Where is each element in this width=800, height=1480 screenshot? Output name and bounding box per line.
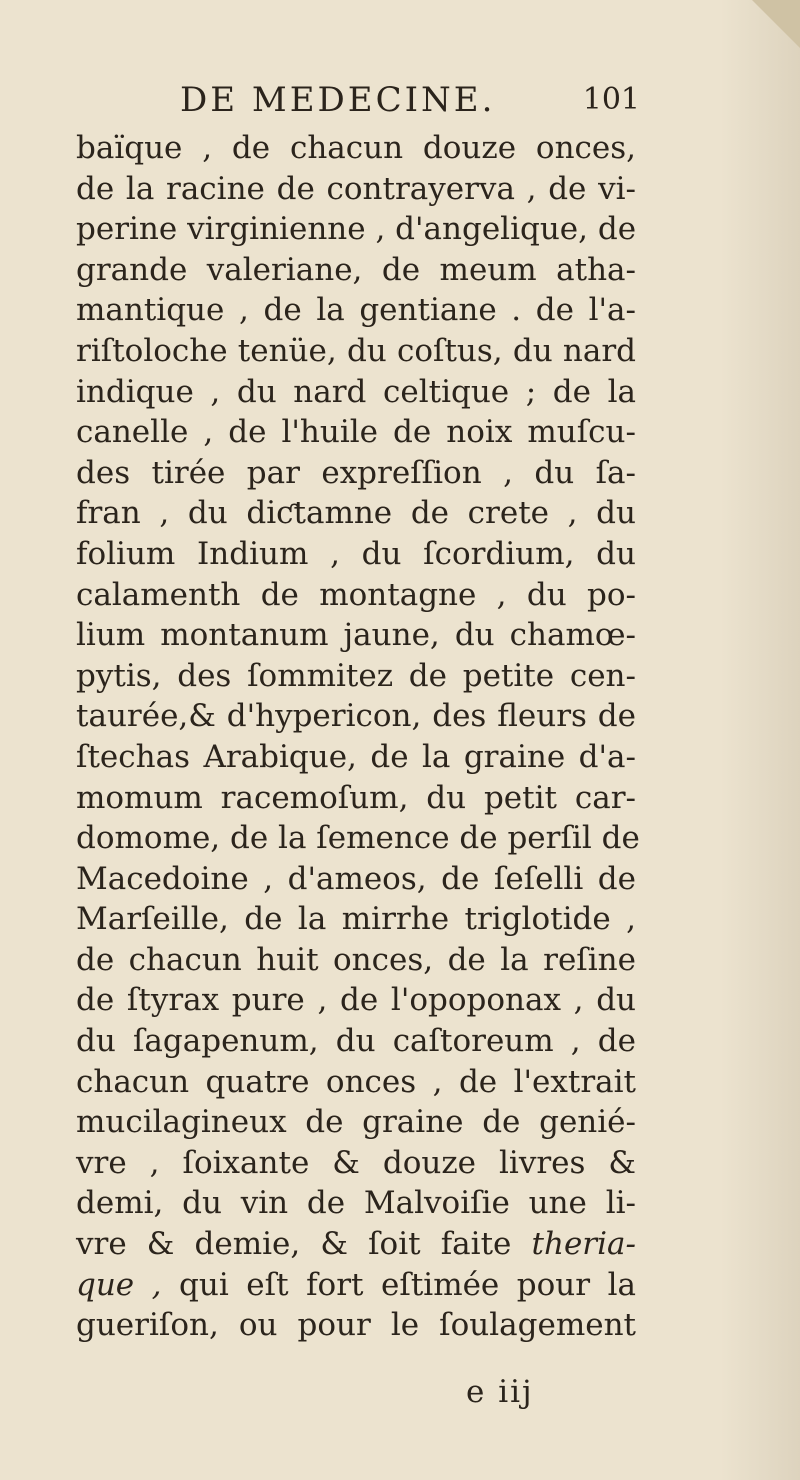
italic-term: theria- (531, 1226, 636, 1263)
text-line: perine virginienne , d'angelique, de (76, 211, 637, 248)
text-line: lium montanum jaune, du chamœ- (76, 617, 636, 654)
text-line: domome, de la ſemence de perſil de (76, 820, 640, 857)
text-line: de ſtyrax pure , de l'opoponax , du (76, 982, 636, 1019)
text-line-with-italic (76, 1265, 636, 1306)
text-line: de la racine de contrayerva , de vi- (76, 170, 636, 207)
text-line: mucilagineux de graine de genié- (76, 1104, 636, 1141)
text-line: des tirée par expreſſion , du ſa- (76, 454, 636, 491)
text-line: folium Indium , du ſcordium, du (76, 535, 636, 572)
text-line-with-italic (76, 1224, 636, 1265)
text-line: Macedoine , d'ameos, de ſeſelli de (76, 860, 636, 897)
text-line: Marſeille, de la mirrhe triglotide , (76, 901, 636, 938)
text-line: demi, du vin de Malvoiſie une li- (76, 1185, 636, 1222)
text-line: momum racemoſum, du petit car- (76, 779, 636, 816)
text-line: chacun quatre onces , de l'extrait (76, 1063, 636, 1100)
text-line: riſtoloche tenüe, du coſtus, du nard (76, 332, 636, 369)
italic-term: que , (76, 1266, 162, 1303)
text-line: fran , du diƈtamne de crete , du (76, 495, 636, 532)
signature-mark: e iij (466, 1374, 534, 1410)
page-gutter-shadow (720, 0, 800, 1480)
text-segment: qui eſt fort eſtimée pour la (179, 1266, 636, 1303)
text-line: indique , du nard celtique ; de la (76, 373, 636, 410)
text-line: grande valeriane, de meum atha- (76, 251, 636, 288)
text-line: taurée,& d'hypericon, des fleurs de (76, 698, 636, 735)
text-line: vre , ſoixante & douze livres & (76, 1144, 636, 1181)
folded-corner (752, 0, 800, 48)
text-line: mantique , de la gentiane . de l'a- (76, 292, 636, 329)
text-segment: vre & demie, & ſoit faite (76, 1226, 512, 1263)
running-title: DE MEDECINE. (180, 80, 496, 120)
text-line: pytis, des ſommitez de petite cen- (76, 657, 636, 694)
text-line: baïque , de chacun douze onces, (76, 130, 636, 166)
text-line: de chacun huit onces, de la reſine (76, 941, 636, 978)
page-header (180, 80, 640, 126)
text-line: du ſagapenum, du caſtoreum , de (76, 1023, 636, 1060)
text-line: ſtechas Arabique, de la graine d'a- (76, 738, 636, 775)
text-line: canelle , de l'huile de noix muſcu- (76, 414, 636, 451)
text-line: gueriſon, ou pour le ſoulagement (76, 1307, 636, 1344)
page-number: 101 (582, 82, 640, 117)
text-line: calamenth de montagne , du po- (76, 576, 636, 613)
body-text (76, 128, 640, 1346)
